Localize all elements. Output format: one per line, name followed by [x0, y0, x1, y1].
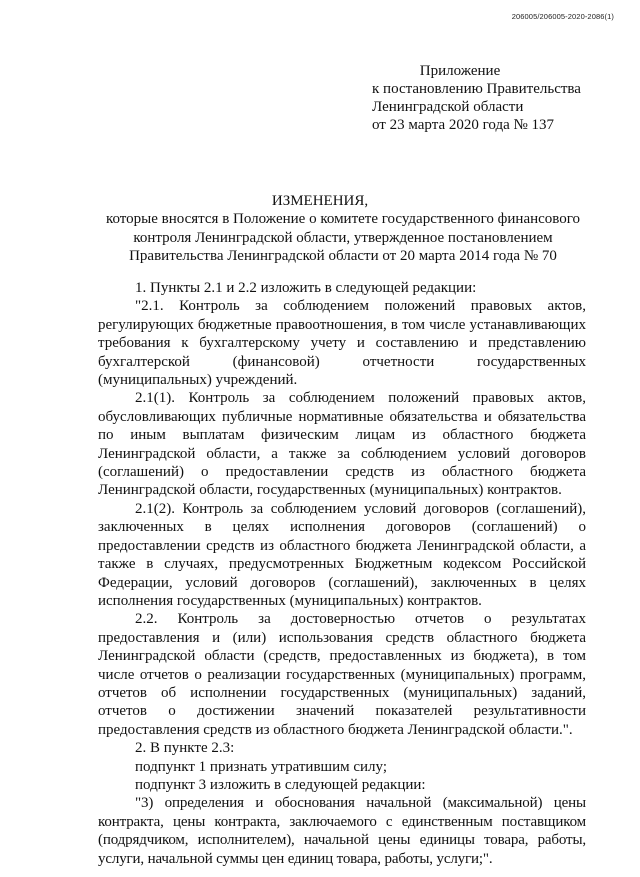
paragraph-2-2: 2.2. Контроль за достоверностью отчетов о результатах предоставления и (или) использования средств областного бюджета Ленинградской области (средств, предоставленных из бюджета), в том числе отчетов о реализации государственных (муниципальных) программ, отчетов об исполнении государственных (муниципальных) заданий, отчетов о достижении значений показателей результативности предоставления средств из областного бюджета Ленинградской области.". — [98, 611, 586, 738]
paragraph-2-1-1: 2.1(1). Контроль за соблюдением положений правовых актов, обусловливающих публичные нормативные обязательства и обязательства по иным выплатам физическим лицам из областного бюджета Ленинградской области, а также за соблюдением условий договоров (соглашений) о предоставлении средств из областного бюджета Ленинградской области, государственных (муниципальных) контрактов. — [98, 390, 586, 499]
paragraph-2-1-2: 2.1(2). Контроль за соблюдением условий договоров (соглашений), заключенных в целях исполнения договоров (соглашений) о предоставлении средств из областного бюджета Ленинградской области, а также в случаях, предусмотренных Бюджетным кодексом Российской Федерации, условий договоров (соглашений), заключенных в целях исполнения государственных (муниципальных) контрактов. — [98, 500, 586, 609]
appendix-label: Приложение — [419, 63, 501, 79]
document-subtitle: которые вносятся в Положение о комитете государственного финансового контроля Ленинградской области, утвержденное постановлением Правительства Ленинградской области от 20 марта 2014 года № 70 — [105, 211, 581, 264]
appendix-line-date: от 23 марта 2020 года № 137 — [372, 117, 555, 133]
appendix-line-resolution: к постановлению Правительства — [372, 81, 581, 97]
paragraph-2: 2. В пункте 2.3: — [135, 740, 235, 757]
paragraph-subitem-3-text: "3) определения и обоснования начальной (максимальной) цены контракта, цены контракта, заключаемого с единственным поставщиком (подрядчиком, исполнителем), начальной цены единицы товара, работы, услуги, начальной суммы цен единиц товара, работы, услуги;". — [98, 795, 586, 867]
appendix-line-region: Ленинградской области — [372, 99, 524, 115]
document-code: 206005/206005-2020-2086(1) — [511, 12, 614, 21]
paragraph-2-1: "2.1. Контроль за соблюдением положений правовых актов, регулирующих бюджетные правоотношения, в том числе устанавливающих требования к бухгалтерскому учету и составлению и представлению бухгалтерской (финансовой) отчетности государственных (муниципальных) учреждений. — [98, 298, 586, 389]
paragraph-1: 1. Пункты 2.1 и 2.2 изложить в следующей редакции: — [135, 280, 477, 296]
paragraph-subitem-1: подпункт 1 признать утратившим силу; — [135, 758, 387, 775]
paragraph-subitem-3: подпункт 3 изложить в следующей редакции: — [135, 776, 426, 793]
appendix-header — [372, 62, 581, 134]
document-body — [98, 279, 586, 868]
document-title: ИЗМЕНЕНИЯ, — [271, 193, 369, 209]
